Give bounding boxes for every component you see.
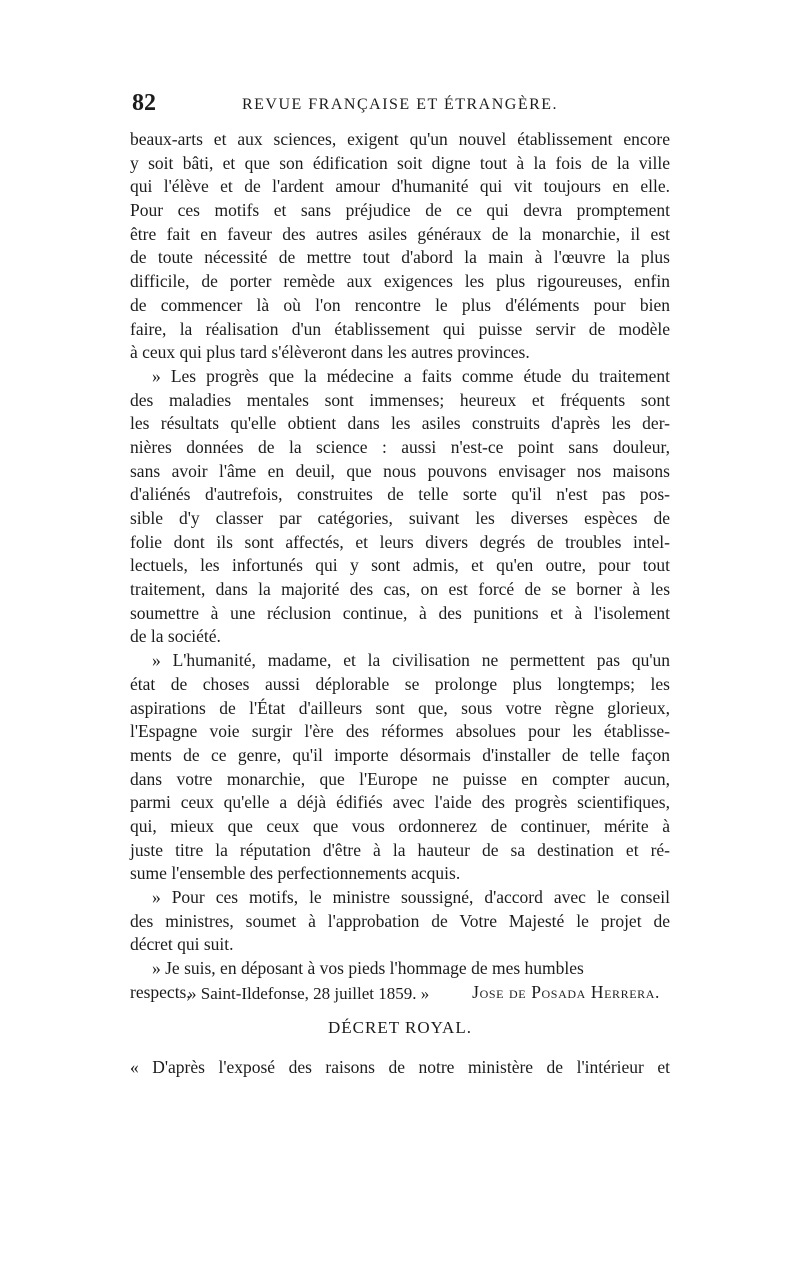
text-line: Pour ces motifs et sans préjudice de ce qui devra promptement xyxy=(130,200,670,221)
text-line: des maladies mentales sont immenses; heureux et fréquents sont xyxy=(130,389,670,410)
place-date-line: » Saint-Ildefonse, 28 juillet 1859. » xyxy=(188,984,430,1003)
text-line: de la société. xyxy=(130,626,221,647)
text-line: qui, mieux que ceux que vous ordonnerez de continuer, mérite à xyxy=(130,815,670,836)
text-line: y soit bâti, et que son édification soit digne tout à la fois de la ville xyxy=(130,152,670,173)
text-line: » Je suis, en déposant à vos pieds l'hommage de mes humbles xyxy=(152,958,584,979)
text-line: » Les progrès que la médecine a faits comme étude du traitement xyxy=(152,365,670,386)
text-line: sume l'ensemble des perfectionnements acquis. xyxy=(130,863,461,884)
text-line: nières données de la science : aussi n'est-ce point sans douleur, xyxy=(130,436,670,457)
text-line: ments de ce genre, qu'il importe désormais d'installer de telle façon xyxy=(130,744,670,765)
text-line: difficile, de porter remède aux exigences les plus rigoureuses, enfin xyxy=(130,271,670,292)
text-line: traitement, dans la majorité des cas, on est forcé de se borner à les xyxy=(130,579,670,600)
text-line: l'Espagne voie surgir l'ère des réformes absolues pour les établisse- xyxy=(130,721,670,742)
text-line: d'aliénés d'autrefois, construites de telle sorte qu'il n'est pas pos- xyxy=(130,484,670,505)
text-line: état de choses aussi déplorable se prolonge plus longtemps; les xyxy=(130,673,670,694)
text-line: faire, la réalisation d'un établissement qui puisse servir de modèle xyxy=(130,318,670,339)
text-line: beaux-arts et aux sciences, exigent qu'un nouvel établissement encore xyxy=(130,129,670,149)
text-line: sans avoir l'âme en deuil, que nous pouvons envisager nos maisons xyxy=(130,460,670,481)
text-line: décret qui suit. xyxy=(130,934,234,955)
text-line: aspirations de l'État d'ailleurs sont que, sous votre règne glorieux, xyxy=(130,697,670,718)
text-line: lectuels, les infortunés qui y sont admis, et qu'en outre, pour tout xyxy=(130,555,670,576)
text-line: les résultats qu'elle obtient dans les asiles construits d'après les der- xyxy=(130,413,670,434)
text-line: » L'humanité, madame, et la civilisation ne permettent pas qu'un xyxy=(152,650,670,671)
text-line: être fait en faveur des autres asiles généraux de la monarchie, il est xyxy=(130,223,670,244)
signature-lead: respects, xyxy=(130,981,191,1002)
text-line: de toute nécessité de mettre tout d'abord la main à l'œuvre la plus xyxy=(130,247,670,268)
signatory-name: Jose de Posada Herrera. xyxy=(472,981,660,1002)
text-line: des ministres, soumet à l'approbation de Votre Majesté le projet de xyxy=(130,910,670,931)
text-line: juste titre la réputation d'être à la hauteur de sa destination et ré- xyxy=(130,839,670,860)
decree-title: DÉCRET ROYAL. xyxy=(328,1018,472,1037)
text-line: à ceux qui plus tard s'élèveront dans les autres provinces. xyxy=(130,342,530,363)
body-text xyxy=(130,128,670,1004)
text-line: folie dont ils sont affectés, et leurs divers degrés de troubles intel- xyxy=(130,531,670,552)
text-line: » Pour ces motifs, le ministre soussigné, d'accord avec le conseil xyxy=(152,887,670,907)
text-line: parmi ceux qu'elle a déjà édifiés avec l'aide des progrès scientifiques, xyxy=(130,792,670,813)
text-line: dans votre monarchie, que l'Europe ne puisse en compter aucun, xyxy=(130,768,670,789)
decree-first-line: « D'après l'exposé des raisons de notre ministère de l'intérieur et xyxy=(130,1057,670,1077)
text-line: soumettre à une réclusion continue, à des punitions et à l'isolement xyxy=(130,602,670,623)
text-line: de commencer là où l'on rencontre le plus d'éléments pour bien xyxy=(130,294,670,315)
running-head: REVUE FRANÇAISE ET ÉTRANGÈRE. xyxy=(241,96,559,113)
page-header xyxy=(130,90,670,120)
page-number: 82 xyxy=(132,90,156,116)
text-line: sible d'y classer par catégories, suivant les diverses espèces de xyxy=(130,508,670,528)
text-line: qui l'élève et de l'ardent amour d'humanité qui vit toujours en elle. xyxy=(130,176,670,197)
